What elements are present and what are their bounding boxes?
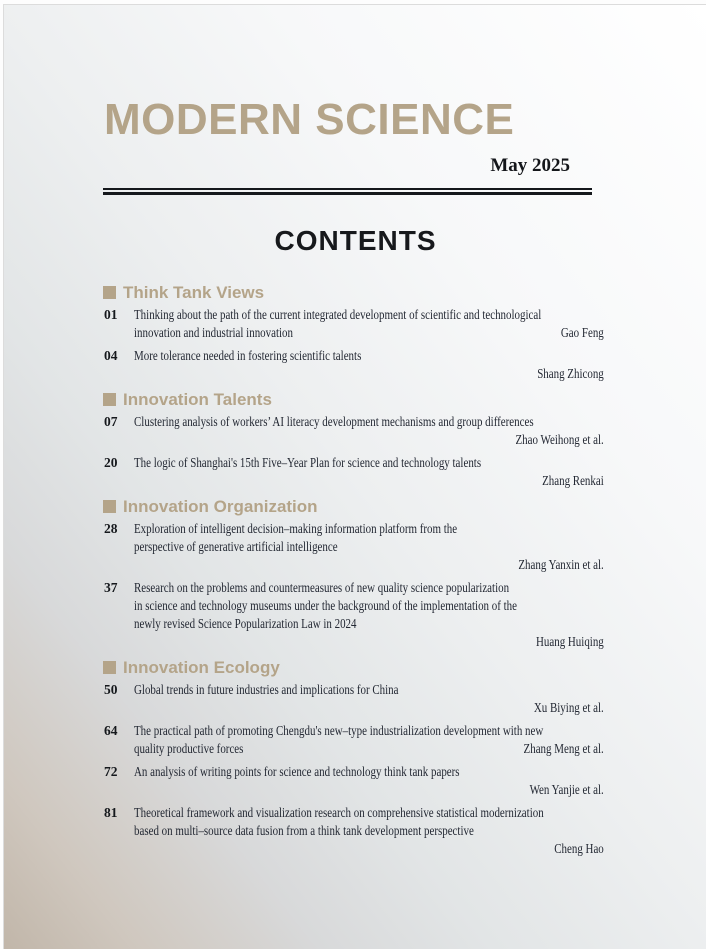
entry-page-number: 28 xyxy=(104,520,118,536)
toc-entry xyxy=(104,347,607,383)
section-header xyxy=(103,498,607,515)
entry-author: Xu Biying et al. xyxy=(533,699,604,715)
entry-author: Shang Zhicong xyxy=(537,365,604,381)
magazine-title: MODERN SCIENCE xyxy=(104,95,515,144)
entry-title-line: perspective of generative artificial intelligence xyxy=(134,538,338,554)
entry-body xyxy=(134,763,604,799)
entry-page-number: 01 xyxy=(104,306,118,322)
entry-author: Zhang Meng et al. xyxy=(523,740,604,756)
entry-body xyxy=(134,722,604,758)
entry-body xyxy=(134,520,604,574)
section-bullet-square-icon xyxy=(103,661,116,674)
entry-body xyxy=(134,347,604,383)
entry-title-line: More tolerance needed in fostering scientific talents xyxy=(134,347,362,363)
section-title: Think Tank Views xyxy=(123,282,265,302)
masthead xyxy=(104,95,607,195)
toc-entry xyxy=(104,454,607,490)
toc-section xyxy=(104,284,607,383)
section-header xyxy=(103,391,607,408)
entry-page-number: 81 xyxy=(104,804,118,820)
toc-entry xyxy=(104,763,607,799)
section-bullet-square-icon xyxy=(103,393,116,406)
table-of-contents xyxy=(104,284,607,858)
entry-page-number: 50 xyxy=(104,681,118,697)
entry-title-line: Thinking about the path of the current integrated development of scientific and technological xyxy=(134,306,542,322)
entry-page-number: 37 xyxy=(104,579,118,595)
issue-date: May 2025 xyxy=(490,155,570,176)
toc-section xyxy=(104,391,607,490)
toc-entry xyxy=(104,520,607,574)
toc-entry xyxy=(104,579,607,651)
entry-page-number: 04 xyxy=(104,347,118,363)
entry-page-number: 07 xyxy=(104,413,118,429)
toc-entry xyxy=(104,804,607,858)
entry-author: Huang Huiqing xyxy=(535,633,604,649)
entry-title-line: newly revised Science Popularization Law in 2024 xyxy=(134,615,357,631)
entry-author: Zhao Weihong et al. xyxy=(515,431,604,447)
entry-author: Gao Feng xyxy=(560,324,604,340)
section-title: Innovation Organization xyxy=(123,496,318,516)
section-title: Innovation Talents xyxy=(123,389,272,409)
entry-author: Cheng Hao xyxy=(554,840,604,856)
section-entries xyxy=(104,681,607,858)
entry-title-text: innovation and industrial innovation xyxy=(134,324,293,340)
entry-body xyxy=(134,306,604,342)
entry-title-text: quality productive forces xyxy=(134,740,244,756)
entry-title-line-with-author xyxy=(134,324,604,342)
toc-entry xyxy=(104,722,607,758)
double-rule-divider xyxy=(103,188,592,195)
entry-title-line: Global trends in future industries and implications for China xyxy=(134,681,399,697)
toc-section xyxy=(104,659,607,858)
entry-title-line: An analysis of writing points for science and technology think tank papers xyxy=(134,763,460,779)
section-header xyxy=(103,659,607,676)
toc-entry xyxy=(104,413,607,449)
scanned-magazine-page xyxy=(3,4,706,949)
toc-entry xyxy=(104,681,607,717)
section-title: Innovation Ecology xyxy=(123,657,280,677)
section-entries xyxy=(104,413,607,490)
entry-body xyxy=(134,579,604,651)
page-content xyxy=(4,95,706,858)
entry-title-line: in science and technology museums under the background of the implementation of the xyxy=(134,597,517,613)
section-entries xyxy=(104,306,607,383)
entry-page-number: 72 xyxy=(104,763,118,779)
entry-author: Zhang Renkai xyxy=(542,472,604,488)
entry-title-line: The practical path of promoting Chengdu's new–type industrialization development with new xyxy=(134,722,544,738)
entry-body xyxy=(134,413,604,449)
entry-body xyxy=(134,454,604,490)
entry-author: Zhang Yanxin et al. xyxy=(518,556,604,572)
entry-author: Wen Yanjie et al. xyxy=(529,781,604,797)
section-bullet-square-icon xyxy=(103,286,116,299)
entry-body xyxy=(134,681,604,717)
entry-title-line: The logic of Shanghai's 15th Five–Year Plan for science and technology talents xyxy=(134,454,482,470)
entry-page-number: 20 xyxy=(104,454,118,470)
entry-title-line-with-author xyxy=(134,740,604,758)
entry-title-line: Clustering analysis of workers’ AI literacy development mechanisms and group differences xyxy=(134,413,534,429)
contents-heading: CONTENTS xyxy=(274,225,437,256)
section-header xyxy=(103,284,607,301)
entry-page-number: 64 xyxy=(104,722,118,738)
section-entries xyxy=(104,520,607,651)
toc-section xyxy=(104,498,607,651)
toc-entry xyxy=(104,306,607,342)
entry-body xyxy=(134,804,604,858)
entry-title-line: Exploration of intelligent decision–making information platform from the xyxy=(134,520,458,536)
entry-title-line: Research on the problems and countermeasures of new quality science popularization xyxy=(134,579,510,595)
entry-title-line: Theoretical framework and visualization research on comprehensive statistical modernization xyxy=(134,804,544,820)
entry-title-line: based on multi–source data fusion from a think tank development perspective xyxy=(134,822,474,838)
section-bullet-square-icon xyxy=(103,500,116,513)
